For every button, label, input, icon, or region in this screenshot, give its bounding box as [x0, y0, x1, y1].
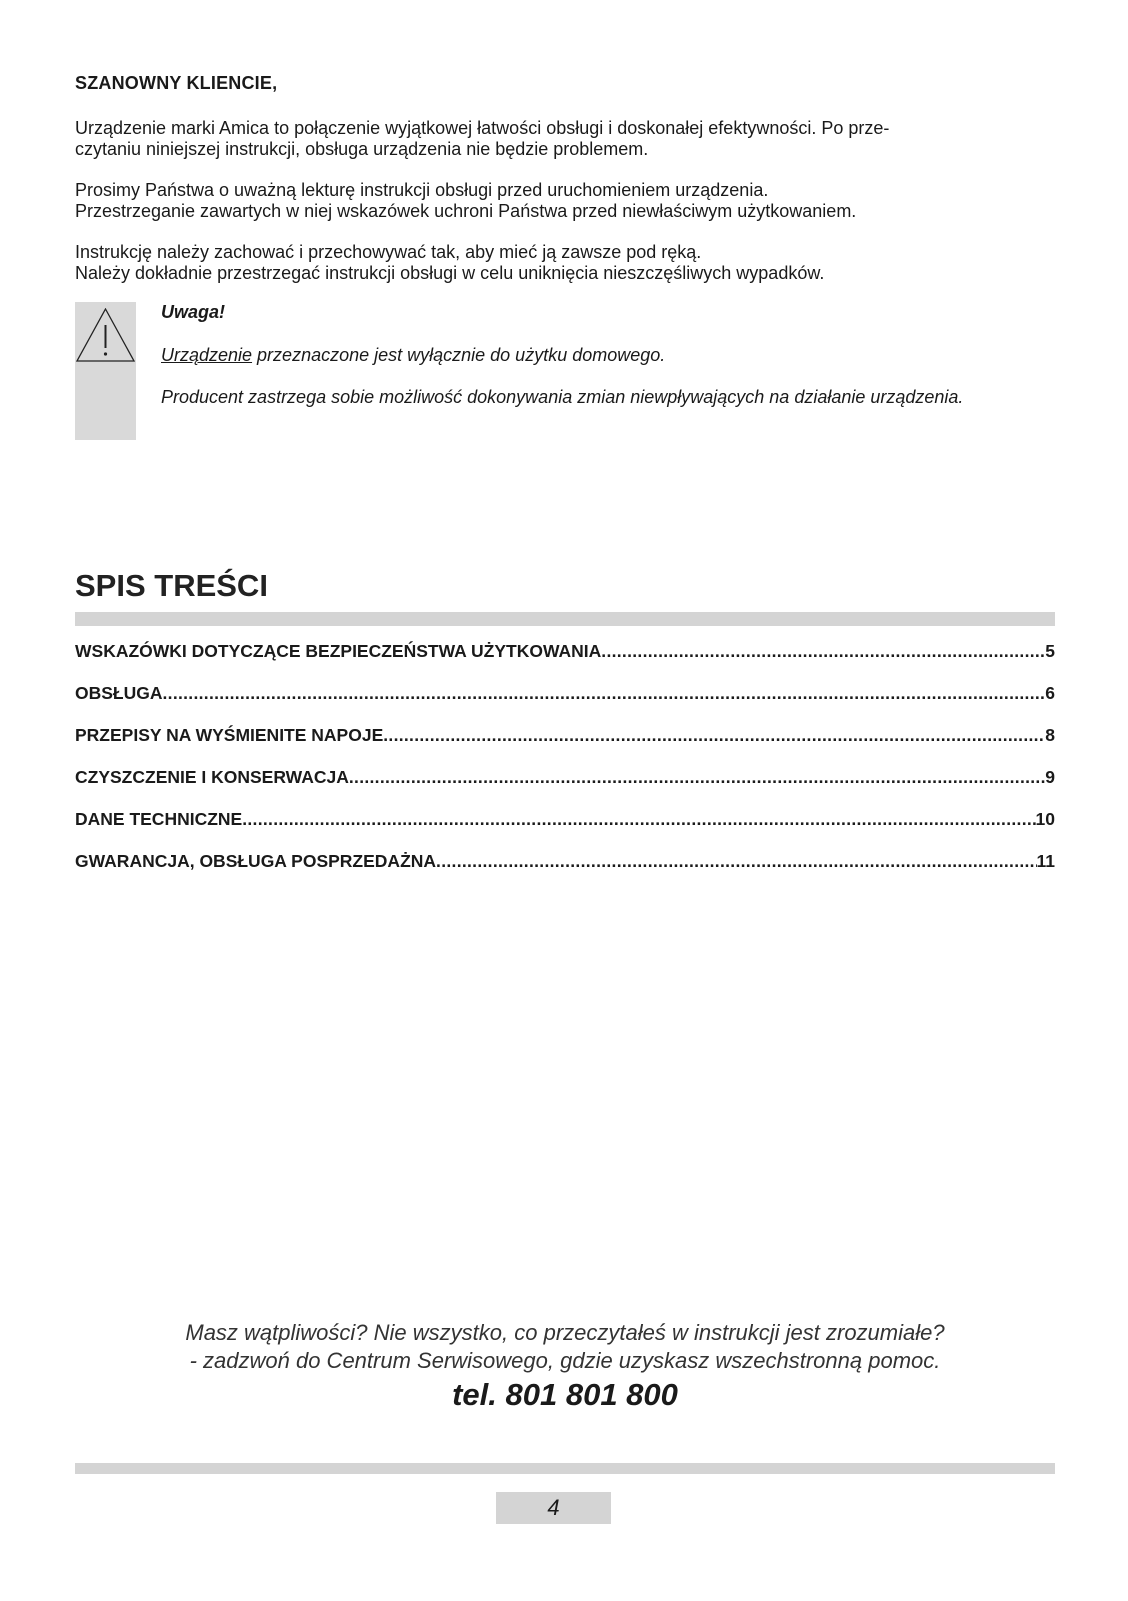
toc-dot-leader [383, 725, 1045, 746]
table-of-contents [75, 641, 1055, 893]
greeting-heading: SZANOWNY KLIENCIE, [75, 73, 278, 93]
warning-line-1-rest: przeznaczone jest wyłącznie do użytku domowego. [252, 345, 666, 365]
toc-entry-page: 10 [1035, 809, 1055, 829]
toc-entry-label: GWARANCJA, OBSŁUGA POSPRZEDAŻNA [75, 851, 437, 871]
intro-paragraph-1-line-1: Urządzenie marki Amica to połączenie wyjątkowej łatwości obsługi i doskonałej efektywności. Po prze- [75, 118, 890, 138]
toc-entry-label: CZYSZCZENIE I KONSERWACJA [75, 767, 349, 787]
intro-paragraph-1-line-2: czytaniu niniejszej instrukcji, obsługa urządzenia nie będzie problemem. [75, 139, 649, 159]
page-number: 4 [496, 1492, 611, 1524]
warning-line-1-underlined: Urządzenie [161, 345, 253, 365]
warning-title: Uwaga! [161, 302, 226, 322]
intro-paragraph-3-line-2: Należy dokładnie przestrzegać instrukcji obsługi w celu uniknięcia nieszczęśliwych wypadków. [75, 263, 825, 283]
intro-paragraph-1 [75, 118, 1055, 160]
toc-entry-page: 11 [1036, 851, 1055, 871]
toc-entry-safety[interactable] [75, 641, 1055, 683]
warning-triangle-icon [75, 308, 136, 364]
toc-entry-cleaning[interactable] [75, 767, 1055, 809]
toc-divider [75, 612, 1055, 626]
footer-divider [75, 1463, 1055, 1474]
help-line-1: Masz wątpliwości? Nie wszystko, co przeczytałeś w instrukcji jest zrozumiałe? [185, 1320, 945, 1345]
toc-heading: SPIS TREŚCI [75, 568, 268, 603]
intro-paragraph-2-line-2: Przestrzeganie zawartych w niej wskazówek uchroni Państwa przed niewłaściwym użytkowaniem. [75, 201, 857, 221]
toc-entry-label: DANE TECHNICZNE [75, 809, 243, 829]
toc-entry-page: 6 [1045, 683, 1055, 703]
toc-entry-page: 5 [1045, 641, 1055, 661]
toc-dot-leader [349, 767, 1045, 788]
toc-entry-label: PRZEPISY NA WYŚMIENITE NAPOJE [75, 725, 384, 745]
intro-paragraph-3 [75, 242, 1055, 284]
intro-paragraph-3-line-1: Instrukcję należy zachować i przechowywać tak, aby mieć ją zawsze pod ręką. [75, 242, 702, 262]
toc-entry-warranty[interactable] [75, 851, 1055, 893]
toc-dot-leader [436, 851, 1036, 872]
toc-dot-leader [601, 641, 1045, 662]
intro-paragraph-2 [75, 180, 1055, 222]
toc-entry-label: OBSŁUGA [75, 683, 163, 703]
warning-line-1 [161, 345, 1056, 366]
intro-paragraph-2-line-1: Prosimy Państwa o uważną lekturę instrukcji obsługi przed uruchomieniem urządzenia. [75, 180, 769, 200]
toc-entry-operation[interactable] [75, 683, 1055, 725]
service-phone: tel. 801 801 800 [452, 1377, 678, 1412]
warning-line-2: Producent zastrzega sobie możliwość dokonywania zmian niewpływających na działanie urządzenia. [161, 387, 964, 407]
toc-entry-page: 8 [1045, 725, 1055, 745]
toc-entry-recipes[interactable] [75, 725, 1055, 767]
warning-panel [75, 302, 136, 440]
toc-entry-page: 9 [1045, 767, 1055, 787]
toc-entry-technical-data[interactable] [75, 809, 1055, 851]
toc-entry-label: WSKAZÓWKI DOTYCZĄCE BEZPIECZEŃSTWA UŻYTKOWANIA [75, 641, 602, 661]
help-line-2: - zadzwoń do Centrum Serwisowego, gdzie uzyskasz wszechstronną pomoc. [189, 1348, 941, 1373]
toc-dot-leader [163, 683, 1046, 704]
toc-dot-leader [242, 809, 1035, 830]
